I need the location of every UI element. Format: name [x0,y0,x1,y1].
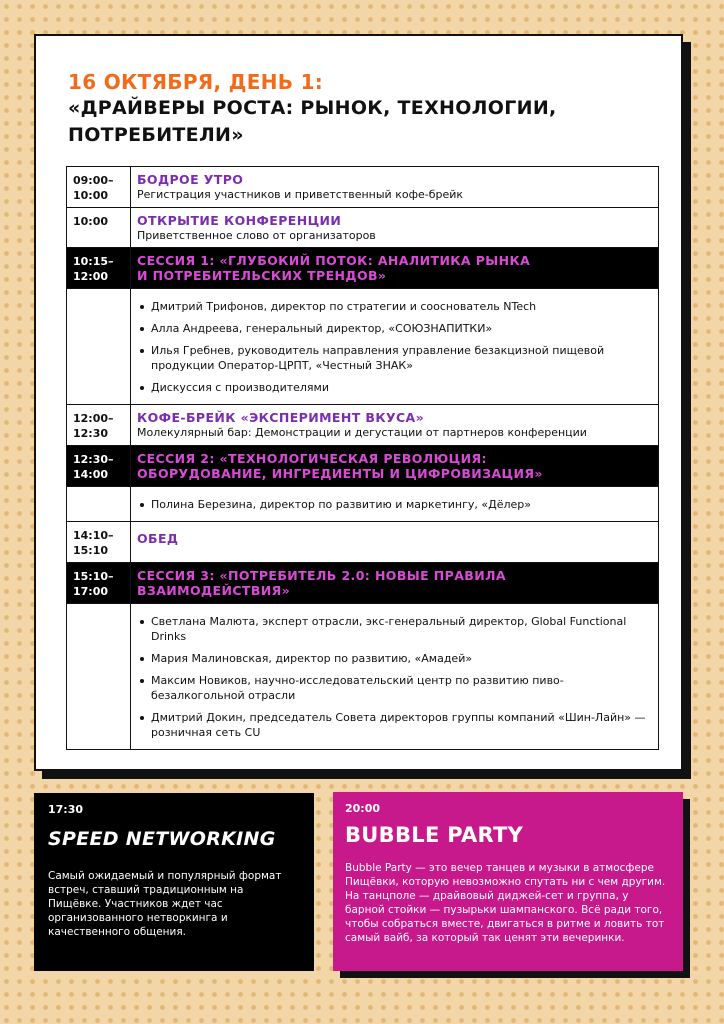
empty-time-cell [67,289,131,405]
time-cell [67,563,131,604]
time-end: 12:00 [73,270,109,283]
speaker-item: Дискуссия с производителями [137,380,652,395]
time-end: 17:00 [73,585,109,598]
time-start: 10:15– [73,255,114,268]
session-row [67,446,659,487]
session-row [67,563,659,604]
speakers-cell [131,487,659,522]
speakers-row [67,289,659,405]
program-heading [68,70,661,149]
session-title-line-2: ВЗАИМОДЕЙСТВИЯ» [137,583,291,598]
event-cell [131,167,659,208]
schedule-row [67,208,659,248]
time-cell [67,405,131,446]
speaker-item: Максим Новиков, научно-исследовательский центр по развитию пиво-безалкогольной отрасли [137,673,652,703]
speed-networking-title: SPEED NETWORKING [48,828,276,850]
speaker-item: Илья Гребнев, руководитель направления управление безакцизной пищевой продукции Оператор-ЦРПТ, «Честный ЗНАК» [137,343,652,373]
speaker-item: Светлана Малюта, эксперт отрасли, экс-генеральный директор, Global Functional Drinks [137,614,652,644]
speed-networking-description: Самый ожидаемый и популярный формат встреч, ставший традиционным на Пищёвке. Участников ждет час организованного нетворкинга и качественного общения. [48,870,282,938]
speaker-item: Дмитрий Докин, председатель Совета директоров группы компаний «Шин-Лайн» — розничная сеть CU [137,710,652,740]
event-cell [131,522,659,563]
time-start: 10:00 [73,215,109,228]
speaker-item: Дмитрий Трифонов, директор по стратегии и сооснователь NTech [137,299,652,314]
time-start: 12:30– [73,453,114,466]
session-row [67,248,659,289]
time-end: 14:00 [73,468,109,481]
speed-networking-card [34,793,314,971]
speaker-item: Алла Андреева, генеральный директор, «СОЮЗНАПИТКИ» [137,321,652,336]
speakers-cell [131,289,659,405]
schedule-row [67,167,659,208]
event-title: КОФЕ-БРЕЙК «ЭКСПЕРИМЕНТ ВКУСА» [137,410,425,425]
speakers-list [137,492,652,517]
speakers-row [67,487,659,522]
event-cell [131,208,659,248]
session-cell [131,248,659,289]
day-title-line-2: ПОТРЕБИТЕЛИ» [68,124,244,146]
time-cell [67,446,131,487]
schedule-row [67,405,659,446]
schedule-table [66,166,659,750]
time-cell [67,167,131,208]
speed-networking-time: 17:30 [48,803,84,816]
event-title: ОБЕД [137,531,179,546]
event-title: БОДРОЕ УТРО [137,172,244,187]
program-card [34,34,683,771]
speakers-list [137,294,652,400]
time-end: 10:00 [73,189,109,202]
time-cell [67,208,131,248]
session-title-line-1: СЕССИЯ 2: «ТЕХНОЛОГИЧЕСКАЯ РЕВОЛЮЦИЯ: [137,451,487,466]
session-cell [131,563,659,604]
speakers-list [137,609,652,745]
event-description: Приветственное слово от организаторов [137,229,376,242]
day-date: 16 ОКТЯБРЯ, ДЕНЬ 1: [68,70,324,94]
session-title-line-1: СЕССИЯ 1: «ГЛУБОКИЙ ПОТОК: АНАЛИТИКА РЫНКА [137,253,531,268]
empty-time-cell [67,604,131,750]
session-cell [131,446,659,487]
bubble-party-time: 20:00 [345,802,381,815]
speakers-cell [131,604,659,750]
bubble-party-description: Bubble Party — это вечер танцев и музыки в атмосфере Пищёвки, которую невозможно спутать ни с чем другим. На танцполе — драйвовый диджей-сет и группа, у барной стойки — пузырьки шампанского. Всё ради того, чтобы собраться вместе, двигаться в ритме и ловить тот самый вайб, за который так ценят эти вечеринки. [345,862,666,944]
time-start: 09:00– [73,174,114,187]
time-start: 14:10– [73,529,114,542]
session-title-line-1: СЕССИЯ 3: «ПОТРЕБИТЕЛЬ 2.0: НОВЫЕ ПРАВИЛА [137,568,506,583]
time-cell [67,522,131,563]
time-start: 15:10– [73,570,114,583]
speakers-row [67,604,659,750]
time-cell [67,248,131,289]
event-title: ОТКРЫТИЕ КОНФЕРЕНЦИИ [137,213,342,228]
time-end: 12:30 [73,427,109,440]
day-title-line-1: «ДРАЙВЕРЫ РОСТА: РЫНОК, ТЕХНОЛОГИИ, [68,97,557,119]
empty-time-cell [67,487,131,522]
bubble-party-card [333,792,683,971]
bubble-party-title: BUBBLE PARTY [345,823,524,847]
speaker-item: Мария Малиновская, директор по развитию, «Амадей» [137,651,652,666]
session-title-line-2: ОБОРУДОВАНИЕ, ИНГРЕДИЕНТЫ И ЦИФРОВИЗАЦИЯ» [137,466,543,481]
session-title-line-2: И ПОТРЕБИТЕЛЬСКИХ ТРЕНДОВ» [137,268,387,283]
time-end: 15:10 [73,544,109,557]
event-description: Молекулярный бар: Демонстрации и дегустации от партнеров конференции [137,426,587,439]
event-description: Регистрация участников и приветственный кофе-брейк [137,188,464,201]
time-start: 12:00– [73,412,114,425]
event-cell [131,405,659,446]
speaker-item: Полина Березина, директор по развитию и маркетингу, «Дёлер» [137,497,652,512]
schedule-row [67,522,659,563]
